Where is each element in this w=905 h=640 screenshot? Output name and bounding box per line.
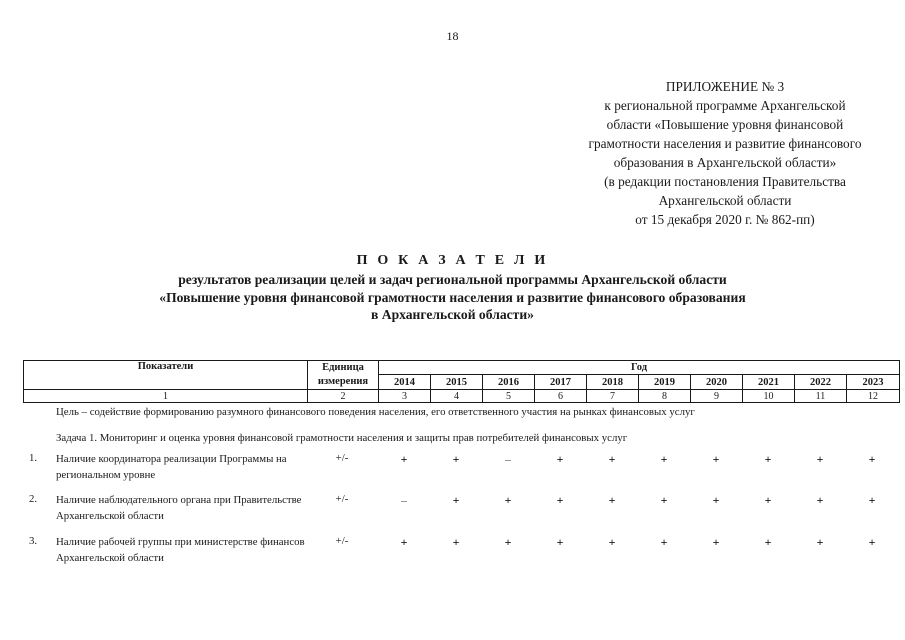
row-number: 1. <box>29 452 38 464</box>
header-year-cell: 2017 <box>535 375 587 390</box>
row-value: + <box>868 535 876 549</box>
row-value: + <box>608 493 616 507</box>
row-value: + <box>452 535 460 549</box>
row-value: + <box>764 535 772 549</box>
row-value: + <box>868 452 876 466</box>
header-year-cell: 2015 <box>431 375 483 390</box>
title-line: результатов реализации целей и задач региональной программы Архангельской области <box>178 272 727 287</box>
header-unit-line1: Единица <box>308 361 379 375</box>
header-year-cell: 2023 <box>847 375 900 390</box>
row-number: 2. <box>29 493 38 505</box>
row-unit: +/- <box>335 535 349 547</box>
row-value: – <box>505 452 511 466</box>
row-value: + <box>712 535 720 549</box>
document-title <box>0 251 905 324</box>
table-row <box>0 535 905 571</box>
row-number: 3. <box>29 535 38 547</box>
header-year-cell: 2022 <box>795 375 847 390</box>
appendix-line: образования в Архангельской области» <box>613 155 837 170</box>
title-line: в Архангельской области» <box>371 307 534 322</box>
header-year-cell: 2016 <box>483 375 535 390</box>
row-unit: +/- <box>335 493 349 505</box>
appendix-line: к региональной программе Архангельской <box>604 98 846 113</box>
column-number: 10 <box>743 390 795 403</box>
column-number: 8 <box>639 390 691 403</box>
row-value: – <box>401 493 407 507</box>
row-value: + <box>764 452 772 466</box>
row-value: + <box>452 452 460 466</box>
column-number: 4 <box>431 390 483 403</box>
header-year-cell: 2019 <box>639 375 691 390</box>
row-indicator-name: Наличие наблюдательного органа при Правительстве Архангельской области <box>56 494 302 522</box>
column-number: 3 <box>379 390 431 403</box>
row-indicator-name: Наличие рабочей группы при министерстве финансов Архангельской области <box>56 536 305 564</box>
title-line: «Повышение уровня финансовой грамотности населения и развитие финансового образования <box>159 289 746 305</box>
row-unit: +/- <box>335 452 349 464</box>
header-year-cell: 2018 <box>587 375 639 390</box>
header-indicators: Показатели <box>24 361 308 390</box>
header-year: Год <box>379 361 900 375</box>
row-value: + <box>660 493 668 507</box>
page-number: 18 <box>446 29 459 43</box>
appendix-line: Архангельской области <box>658 193 792 208</box>
row-value: + <box>608 452 616 466</box>
column-number: 6 <box>535 390 587 403</box>
column-number: 5 <box>483 390 535 403</box>
row-value: + <box>504 493 512 507</box>
header-unit-line2: измерения <box>308 375 379 390</box>
column-number: 11 <box>795 390 847 403</box>
appendix-line: (в редакции постановления Правительства <box>604 174 846 189</box>
appendix-line: грамотности населения и развитие финансового <box>588 136 862 151</box>
title-heading: П О К А З А Т Е Л И <box>356 253 549 268</box>
table-row <box>0 452 905 488</box>
row-value: + <box>660 535 668 549</box>
row-value: + <box>556 452 564 466</box>
column-number: 12 <box>847 390 900 403</box>
appendix-line: ПРИЛОЖЕНИЕ № 3 <box>665 79 785 94</box>
task-text: Задача 1. Мониторинг и оценка уровня финансовой грамотности населения и защиты прав потребителей финансовых услуг <box>56 432 628 444</box>
row-value: + <box>712 493 720 507</box>
indicators-table-header <box>23 360 900 403</box>
row-indicator-name: Наличие координатора реализации Программы на региональном уровне <box>56 453 287 481</box>
header-year-cell: 2021 <box>743 375 795 390</box>
column-number: 9 <box>691 390 743 403</box>
row-value: + <box>504 535 512 549</box>
header-year-cell: 2020 <box>691 375 743 390</box>
goal-text: Цель – содействие формированию разумного финансового поведения населения, его ответственного участия на рынках финансовых услуг <box>56 406 695 418</box>
column-number: 2 <box>308 390 379 403</box>
row-value: + <box>452 493 460 507</box>
row-value: + <box>556 535 564 549</box>
row-value: + <box>764 493 772 507</box>
row-value: + <box>556 493 564 507</box>
row-value: + <box>816 535 824 549</box>
table-row <box>0 493 905 529</box>
row-value: + <box>868 493 876 507</box>
row-value: + <box>400 452 408 466</box>
appendix-line: области «Повышение уровня финансовой <box>606 117 844 132</box>
row-value: + <box>712 452 720 466</box>
row-value: + <box>816 452 824 466</box>
row-value: + <box>608 535 616 549</box>
row-value: + <box>400 535 408 549</box>
appendix-line: от 15 декабря 2020 г. № 862-пп) <box>635 212 815 227</box>
appendix-block <box>560 77 890 229</box>
column-number: 7 <box>587 390 639 403</box>
column-number: 1 <box>24 390 308 403</box>
row-value: + <box>816 493 824 507</box>
header-year-cell: 2014 <box>379 375 431 390</box>
row-value: + <box>660 452 668 466</box>
